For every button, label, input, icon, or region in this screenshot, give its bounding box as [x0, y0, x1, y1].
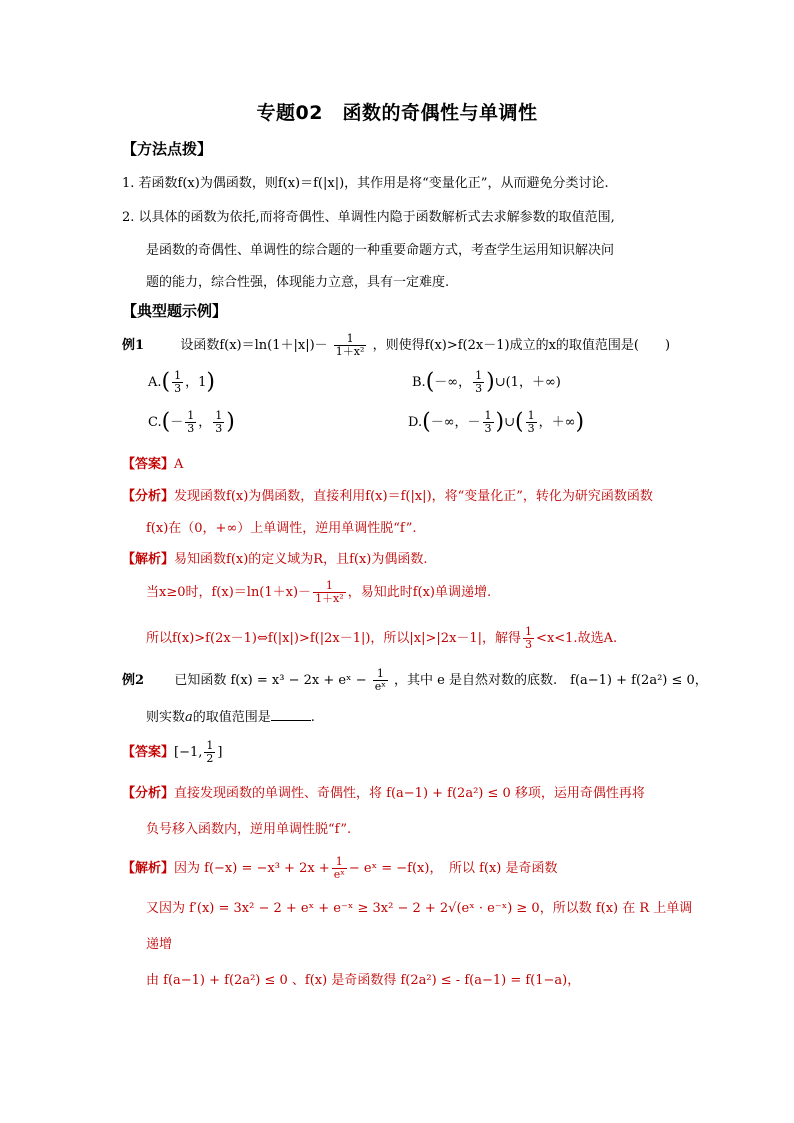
example-1-label: 例1 [122, 338, 145, 353]
example-1-stem-a: 设函数f(x)＝ln(1＋|x|)－ [180, 338, 328, 353]
example-1-fraction [334, 333, 367, 358]
example-2-analysis-cont: 负号移入函数内，逆用单调性脱“f”. [146, 822, 352, 837]
analysis-tag: 【分析】 [122, 489, 175, 504]
example-2-stem-a: 已知函数 f(x) = x³ − 2x + eˣ − [174, 673, 367, 688]
answer-value: ] [217, 745, 223, 760]
analysis-text: 直接发现函数的单调性、奇偶性，将 f(a−1) + f(2a²) ≤ 0 移项，运用奇偶性再将 [174, 786, 645, 801]
option-text: －∞，－ [430, 415, 481, 430]
fraction [185, 410, 196, 435]
option-text: ∪ [504, 415, 516, 430]
fraction [172, 370, 183, 395]
example-2-label: 例2 [122, 673, 145, 688]
example-1-option-c: C.(－ $\frac{1}{3}$ ， $\frac{1}{3}$ ) [148, 409, 235, 435]
fraction-numerator: 1 [215, 409, 223, 422]
answer-blank [271, 708, 311, 721]
page-title: 专题02 函数的奇偶性与单调性 [256, 102, 538, 124]
fraction-denominator: 3 [215, 422, 223, 435]
example-2-analysis [122, 786, 645, 802]
fraction [313, 580, 346, 605]
method-item-2: 2. 以具体的函数为依托,而将奇偶性、单调性内隐于函数解析式去求解参数的取值范围, [122, 210, 615, 225]
variable: a [185, 710, 193, 725]
example-1-option-a: A.( $\frac{1}{3}$ ，1) [148, 369, 215, 395]
example-1-analysis-cont: f(x)在（0，+∞）上单调性，逆用单调性脱“f”. [146, 521, 417, 536]
example-1-answer [122, 457, 183, 473]
example-1-option-d: D.(－∞，－ $\frac{1}{3}$ )∪( $\frac{1}{3}$ ，＋∞) [408, 409, 585, 435]
fraction [373, 668, 388, 693]
solution-text: 当x≥0时，f(x)＝ln(1＋x)－ [146, 585, 312, 600]
example-1-solution-line-2 [146, 580, 491, 605]
answer-tag: 【答案】 [122, 457, 175, 472]
answer-value: A [174, 457, 184, 472]
fraction-denominator: 3 [187, 422, 195, 435]
example-2-stem-line-2 [146, 708, 315, 726]
solution-text: 因为 f(−x) = −x³ + 2x + [174, 861, 330, 876]
stem-text: . [310, 710, 315, 725]
option-text: ∪(1，＋∞) [494, 375, 561, 390]
method-item-2-cont: 是函数的奇偶性、单调性的综合题的一种重要命题方式，考查学生运用知识解决问 [146, 243, 615, 258]
section-method-heading: 【方法点拨】 [122, 140, 213, 158]
fraction-numerator: 1 [525, 625, 533, 638]
fraction-denominator: 3 [484, 422, 492, 435]
option-label: C. [148, 415, 162, 430]
fraction-numerator: 1 [527, 409, 535, 422]
solution-text: 所以f(x)>f(2x－1)⇔f(|x|)>f(|2x－1|)，所以|x|>|2x－1|，解得 [146, 631, 522, 646]
example-1-option-b: B.(－∞， $\frac{1}{3}$ )∪(1，＋∞) [412, 369, 561, 395]
analysis-text: 发现函数f(x)为偶函数，直接利用f(x)＝f(|x|)，将“变量化正”，转化为研究函数函数 [174, 489, 653, 504]
option-text: － [170, 415, 184, 430]
fraction-denominator: 3 [527, 422, 535, 435]
fraction [204, 740, 215, 765]
example-1-stem [122, 333, 670, 358]
fraction-denominator: eˣ [333, 868, 345, 881]
option-label: B. [412, 375, 426, 390]
fraction-numerator: 1 [332, 856, 347, 869]
example-1-analysis [122, 489, 653, 505]
solution-tag: 【解析】 [122, 861, 175, 876]
answer-value: [−1, [174, 745, 203, 760]
option-text: ，1 [185, 375, 207, 390]
fraction-numerator: 1 [206, 739, 214, 752]
fraction-numerator: 1 [187, 409, 195, 422]
example-2-solution-line-4: 由 f(a−1) + f(2a²) ≤ 0 、f(x) 是奇函数得 f(2a²) ≤ - f(a−1) = f(1−a)， [146, 973, 581, 988]
fraction [213, 410, 224, 435]
analysis-tag: 【分析】 [122, 786, 175, 801]
solution-text: <x<1.故选A. [536, 631, 618, 646]
fraction [526, 410, 537, 435]
option-text: ，＋∞ [538, 415, 576, 430]
fraction-numerator: 1 [475, 369, 483, 382]
solution-text: 易知函数f(x)的定义域为R，且f(x)为偶函数. [174, 552, 428, 567]
option-label: D. [408, 415, 423, 430]
example-2-stem [122, 668, 708, 693]
fraction [523, 626, 534, 651]
method-item-2-end: 题的能力，综合性强，体现能力立意，具有一定难度. [146, 275, 450, 290]
fraction-numerator: 1 [174, 369, 182, 382]
fraction-denominator: 1＋x² [335, 345, 365, 358]
fraction [483, 410, 494, 435]
example-2-stem-b: ，其中 e 是自然对数的底数. f(a−1) + f(2a²) ≤ 0， [394, 673, 708, 688]
fraction [473, 370, 484, 395]
stem-text: 则实数 [146, 710, 186, 725]
example-2-solution-line-3: 递增 [146, 937, 173, 952]
fraction-numerator: 1 [484, 409, 492, 422]
example-2-answer [122, 740, 222, 765]
example-2-solution [122, 856, 558, 881]
fraction [332, 856, 347, 881]
option-text: －∞， [434, 375, 472, 390]
fraction-denominator: 2 [206, 752, 214, 765]
fraction-denominator: 1＋x² [315, 592, 344, 605]
example-1-stem-b: ，则使得f(x)>f(2x－1)成立的x的取值范围是( ) [372, 338, 671, 353]
fraction-denominator: 3 [525, 638, 533, 651]
fraction-numerator: 1 [313, 580, 346, 593]
solution-text: ，易知此时f(x)单调递增. [347, 585, 492, 600]
example-1-solution-line-3 [146, 626, 617, 651]
fraction-denominator: 3 [174, 382, 182, 395]
fraction-denominator: eˣ [374, 680, 386, 693]
method-item-1: 1. 若函数f(x)为偶函数，则f(x)＝f(|x|)，其作用是将“变量化正”，从而避免分类讨论. [122, 176, 609, 191]
answer-tag: 【答案】 [122, 745, 175, 760]
fraction-numerator: 1 [373, 668, 388, 681]
fraction-numerator: 1 [334, 333, 367, 346]
section-examples-heading: 【典型题示例】 [122, 302, 228, 320]
option-label: A. [148, 375, 162, 390]
solution-tag: 【解析】 [122, 552, 175, 567]
option-text: ， [198, 415, 212, 430]
stem-text: 的取值范围是 [192, 710, 271, 725]
solution-text: − eˣ = −f(x)， 所以 f(x) 是奇函数 [348, 861, 558, 876]
fraction-denominator: 3 [475, 382, 483, 395]
example-2-solution-line-2: 又因为 f′(x) = 3x² − 2 + eˣ + e⁻ˣ ≥ 3x² − 2 + 2√(eˣ · e⁻ˣ) ≥ 0，所以数 f(x) 在 R 上单调 [146, 901, 693, 916]
example-1-solution [122, 552, 428, 568]
